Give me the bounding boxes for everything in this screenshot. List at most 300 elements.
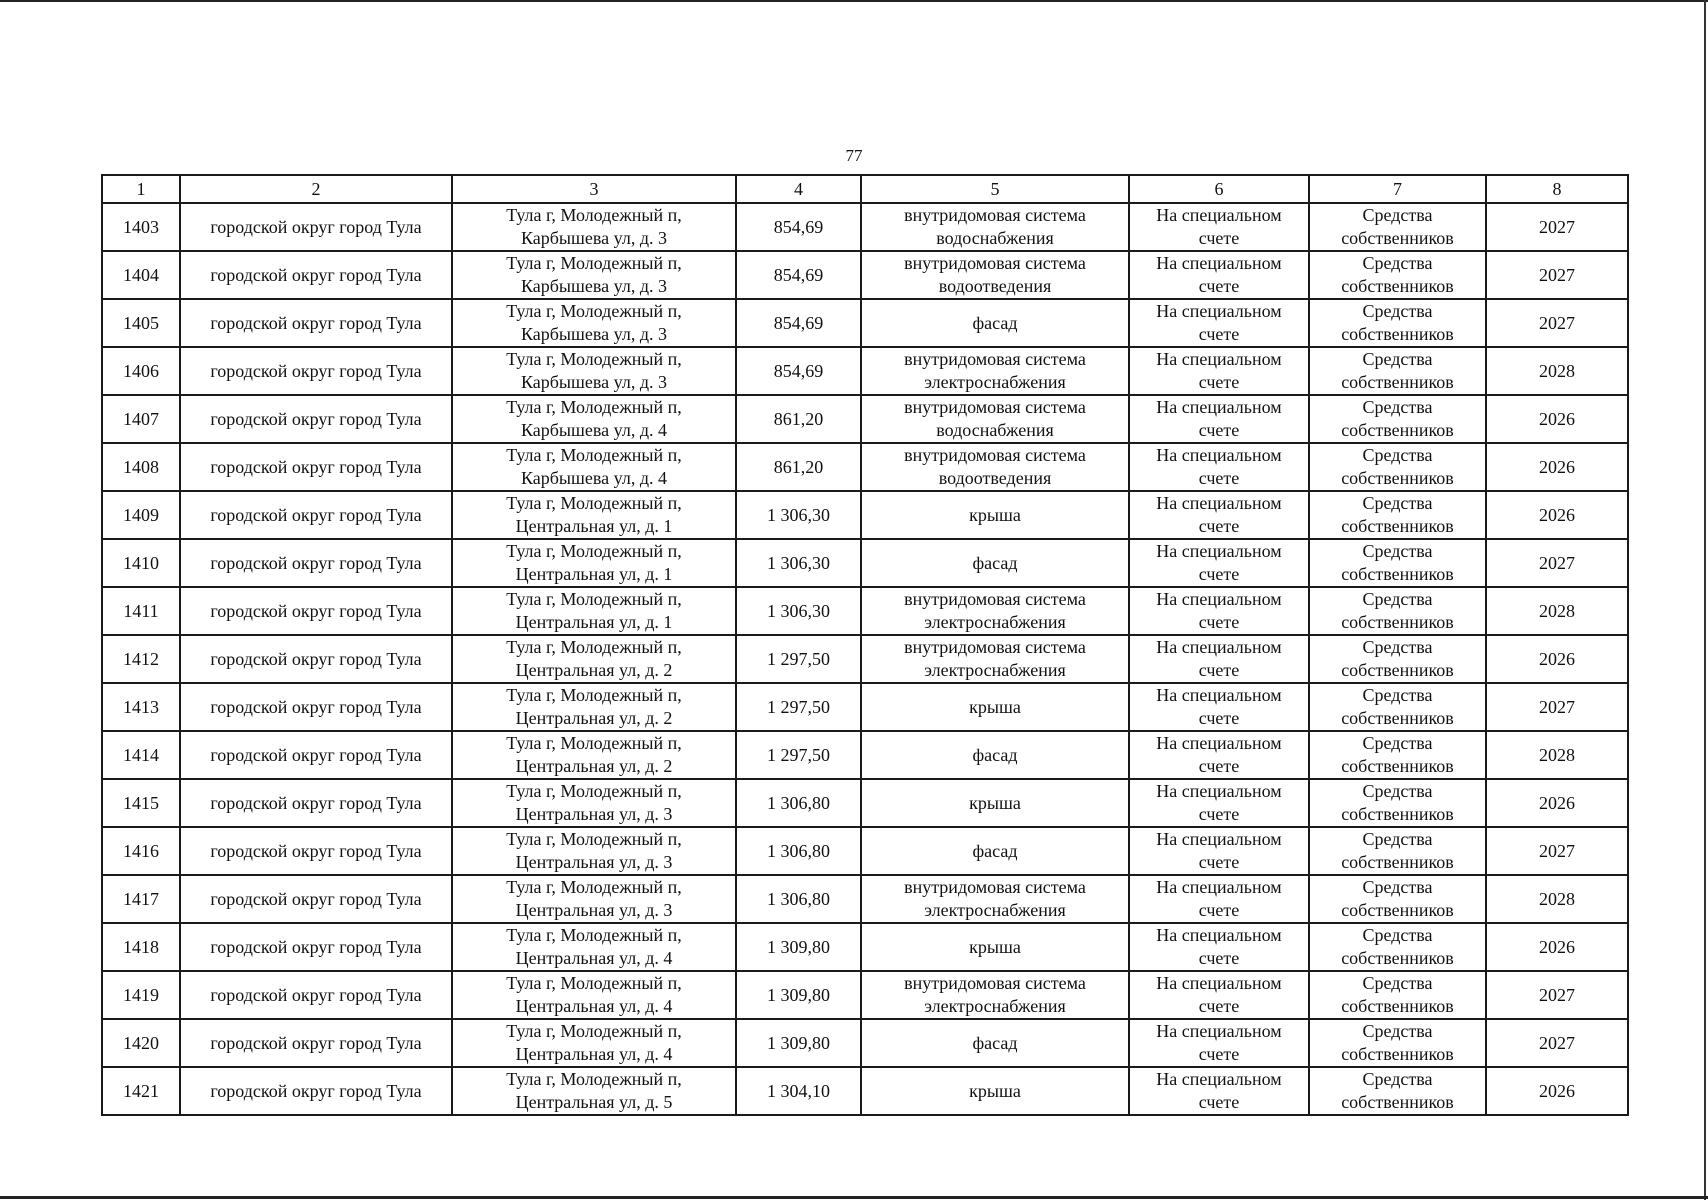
funding-cell bbox=[1309, 971, 1486, 1019]
funding-line-1: Средства bbox=[1362, 685, 1433, 705]
area-cell: 1 309,80 bbox=[736, 1019, 861, 1067]
funding-line-2: собственников bbox=[1341, 804, 1454, 824]
work-type-line-1: крыша bbox=[969, 504, 1021, 525]
account-cell bbox=[1129, 203, 1309, 251]
year-cell: 2027 bbox=[1486, 251, 1628, 299]
table-row bbox=[102, 971, 1628, 1019]
work-type-cell bbox=[861, 299, 1129, 347]
account-line-2: счете bbox=[1198, 660, 1240, 680]
year-cell: 2026 bbox=[1486, 443, 1628, 491]
work-type-line-1: фасад bbox=[972, 552, 1018, 573]
table-row bbox=[102, 251, 1628, 299]
address-line-2: Карбышева ул, д. 4 bbox=[521, 468, 667, 488]
funding-cell bbox=[1309, 443, 1486, 491]
municipality-cell: городской округ город Тула bbox=[180, 299, 452, 347]
funding-line-1: Средства bbox=[1362, 301, 1433, 321]
address-line-2: Центральная ул, д. 3 bbox=[515, 852, 673, 872]
address-cell bbox=[452, 491, 736, 539]
work-type-line-1: фасад bbox=[972, 744, 1018, 765]
funding-cell bbox=[1309, 539, 1486, 587]
address-line-2: Карбышева ул, д. 3 bbox=[521, 372, 667, 392]
account-line-1: На специальном bbox=[1156, 493, 1282, 513]
funding-line-1: Средства bbox=[1362, 397, 1433, 417]
account-line-1: На специальном bbox=[1156, 205, 1282, 225]
work-type-line-1: внутридомовая система bbox=[904, 877, 1086, 897]
year-cell: 2028 bbox=[1486, 347, 1628, 395]
address-cell bbox=[452, 683, 736, 731]
municipality-cell: городской округ город Тула bbox=[180, 443, 452, 491]
funding-line-1: Средства bbox=[1362, 253, 1433, 273]
address-line-1: Тула г, Молодежный п, bbox=[506, 445, 682, 465]
funding-cell bbox=[1309, 299, 1486, 347]
address-line-1: Тула г, Молодежный п, bbox=[506, 733, 682, 753]
account-line-1: На специальном bbox=[1156, 829, 1282, 849]
address-line-1: Тула г, Молодежный п, bbox=[506, 589, 682, 609]
year-cell: 2026 bbox=[1486, 395, 1628, 443]
account-line-1: На специальном bbox=[1156, 589, 1282, 609]
funding-line-1: Средства bbox=[1362, 877, 1433, 897]
funding-line-2: собственников bbox=[1341, 1092, 1454, 1112]
funding-line-2: собственников bbox=[1341, 948, 1454, 968]
address-line-1: Тула г, Молодежный п, bbox=[506, 1069, 682, 1089]
municipality-cell: городской округ город Тула bbox=[180, 491, 452, 539]
area-cell: 861,20 bbox=[736, 395, 861, 443]
work-type-line-2: электроснабжения bbox=[924, 612, 1066, 632]
row-number: 1413 bbox=[102, 683, 180, 731]
work-type-cell bbox=[861, 1019, 1129, 1067]
account-line-1: На специальном bbox=[1156, 877, 1282, 897]
funding-line-1: Средства bbox=[1362, 1021, 1433, 1041]
account-cell bbox=[1129, 395, 1309, 443]
area-cell: 1 306,80 bbox=[736, 875, 861, 923]
funding-line-2: собственников bbox=[1341, 564, 1454, 584]
address-line-2: Карбышева ул, д. 3 bbox=[521, 276, 667, 296]
address-line-1: Тула г, Молодежный п, bbox=[506, 205, 682, 225]
work-type-line-2: водоотведения bbox=[938, 276, 1052, 296]
funding-cell bbox=[1309, 251, 1486, 299]
funding-line-1: Средства bbox=[1362, 973, 1433, 993]
row-number: 1409 bbox=[102, 491, 180, 539]
funding-line-1: Средства bbox=[1362, 925, 1433, 945]
account-cell bbox=[1129, 971, 1309, 1019]
row-number: 1421 bbox=[102, 1067, 180, 1115]
work-type-cell bbox=[861, 491, 1129, 539]
column-header: 4 bbox=[736, 175, 861, 203]
address-cell bbox=[452, 827, 736, 875]
funding-line-2: собственников bbox=[1341, 660, 1454, 680]
account-cell bbox=[1129, 539, 1309, 587]
area-cell: 854,69 bbox=[736, 347, 861, 395]
municipality-cell: городской округ город Тула bbox=[180, 683, 452, 731]
account-line-2: счете bbox=[1198, 564, 1240, 584]
municipality-cell: городской округ город Тула bbox=[180, 395, 452, 443]
address-line-1: Тула г, Молодежный п, bbox=[506, 637, 682, 657]
area-cell: 1 297,50 bbox=[736, 635, 861, 683]
account-line-2: счете bbox=[1198, 756, 1240, 776]
row-number: 1403 bbox=[102, 203, 180, 251]
table-row bbox=[102, 299, 1628, 347]
address-line-2: Карбышева ул, д. 4 bbox=[521, 420, 667, 440]
address-line-2: Центральная ул, д. 4 bbox=[515, 996, 673, 1016]
table-row bbox=[102, 731, 1628, 779]
funding-cell bbox=[1309, 683, 1486, 731]
address-line-1: Тула г, Молодежный п, bbox=[506, 301, 682, 321]
work-type-cell bbox=[861, 635, 1129, 683]
municipality-cell: городской округ город Тула bbox=[180, 923, 452, 971]
account-line-2: счете bbox=[1198, 1092, 1240, 1112]
year-cell: 2026 bbox=[1486, 923, 1628, 971]
funding-line-2: собственников bbox=[1341, 516, 1454, 536]
area-cell: 1 306,80 bbox=[736, 827, 861, 875]
work-type-line-1: внутридомовая система bbox=[904, 589, 1086, 609]
repair-schedule-table bbox=[101, 174, 1629, 1116]
address-cell bbox=[452, 1019, 736, 1067]
address-line-2: Центральная ул, д. 3 bbox=[515, 804, 673, 824]
municipality-cell: городской округ город Тула bbox=[180, 875, 452, 923]
funding-line-2: собственников bbox=[1341, 708, 1454, 728]
funding-line-2: собственников bbox=[1341, 420, 1454, 440]
address-cell bbox=[452, 635, 736, 683]
account-line-1: На специальном bbox=[1156, 1069, 1282, 1089]
table-row bbox=[102, 683, 1628, 731]
account-line-2: счете bbox=[1198, 708, 1240, 728]
funding-cell bbox=[1309, 491, 1486, 539]
work-type-cell bbox=[861, 731, 1129, 779]
account-line-1: На специальном bbox=[1156, 253, 1282, 273]
funding-line-2: собственников bbox=[1341, 1044, 1454, 1064]
row-number: 1415 bbox=[102, 779, 180, 827]
address-cell bbox=[452, 395, 736, 443]
funding-line-2: собственников bbox=[1341, 756, 1454, 776]
address-line-2: Центральная ул, д. 3 bbox=[515, 900, 673, 920]
area-cell: 1 306,30 bbox=[736, 587, 861, 635]
column-header: 6 bbox=[1129, 175, 1309, 203]
row-number: 1414 bbox=[102, 731, 180, 779]
account-line-2: счете bbox=[1198, 516, 1240, 536]
year-cell: 2027 bbox=[1486, 971, 1628, 1019]
address-line-2: Центральная ул, д. 4 bbox=[515, 1044, 673, 1064]
work-type-line-1: фасад bbox=[972, 1032, 1018, 1053]
account-cell bbox=[1129, 683, 1309, 731]
funding-line-1: Средства bbox=[1362, 733, 1433, 753]
address-line-1: Тула г, Молодежный п, bbox=[506, 829, 682, 849]
area-cell: 1 306,30 bbox=[736, 491, 861, 539]
work-type-cell bbox=[861, 779, 1129, 827]
row-number: 1406 bbox=[102, 347, 180, 395]
year-cell: 2027 bbox=[1486, 683, 1628, 731]
address-line-2: Центральная ул, д. 1 bbox=[515, 612, 673, 632]
year-cell: 2027 bbox=[1486, 1019, 1628, 1067]
year-cell: 2026 bbox=[1486, 491, 1628, 539]
account-cell bbox=[1129, 731, 1309, 779]
year-cell: 2027 bbox=[1486, 827, 1628, 875]
work-type-line-1: фасад bbox=[972, 312, 1018, 333]
address-cell bbox=[452, 299, 736, 347]
address-line-2: Центральная ул, д. 1 bbox=[515, 516, 673, 536]
address-cell bbox=[452, 587, 736, 635]
account-line-1: На специальном bbox=[1156, 925, 1282, 945]
row-number: 1418 bbox=[102, 923, 180, 971]
municipality-cell: городской округ город Тула bbox=[180, 539, 452, 587]
account-line-1: На специальном bbox=[1156, 301, 1282, 321]
municipality-cell: городской округ город Тула bbox=[180, 347, 452, 395]
row-number: 1407 bbox=[102, 395, 180, 443]
funding-line-1: Средства bbox=[1362, 445, 1433, 465]
account-line-2: счете bbox=[1198, 324, 1240, 344]
work-type-line-1: внутридомовая система bbox=[904, 253, 1086, 273]
work-type-cell bbox=[861, 587, 1129, 635]
funding-line-2: собственников bbox=[1341, 900, 1454, 920]
row-number: 1405 bbox=[102, 299, 180, 347]
work-type-line-1: крыша bbox=[969, 792, 1021, 813]
year-cell: 2026 bbox=[1486, 1067, 1628, 1115]
work-type-line-1: внутридомовая система bbox=[904, 973, 1086, 993]
column-header: 2 bbox=[180, 175, 452, 203]
work-type-line-2: электроснабжения bbox=[924, 900, 1066, 920]
funding-line-2: собственников bbox=[1341, 228, 1454, 248]
address-line-2: Центральная ул, д. 4 bbox=[515, 948, 673, 968]
row-number: 1410 bbox=[102, 539, 180, 587]
municipality-cell: городской округ город Тула bbox=[180, 635, 452, 683]
address-line-1: Тула г, Молодежный п, bbox=[506, 685, 682, 705]
account-line-2: счете bbox=[1198, 420, 1240, 440]
funding-line-2: собственников bbox=[1341, 468, 1454, 488]
funding-line-2: собственников bbox=[1341, 852, 1454, 872]
row-number: 1419 bbox=[102, 971, 180, 1019]
table-row bbox=[102, 1067, 1628, 1115]
table-row bbox=[102, 827, 1628, 875]
funding-cell bbox=[1309, 347, 1486, 395]
account-line-2: счете bbox=[1198, 1044, 1240, 1064]
row-number: 1404 bbox=[102, 251, 180, 299]
address-cell bbox=[452, 923, 736, 971]
row-number: 1411 bbox=[102, 587, 180, 635]
work-type-line-2: водоснабжения bbox=[936, 420, 1054, 440]
column-number-header bbox=[102, 175, 1628, 203]
work-type-cell bbox=[861, 203, 1129, 251]
address-line-1: Тула г, Молодежный п, bbox=[506, 349, 682, 369]
work-type-cell bbox=[861, 683, 1129, 731]
account-cell bbox=[1129, 1067, 1309, 1115]
account-line-1: На специальном bbox=[1156, 1021, 1282, 1041]
page-edge-right bbox=[1704, 0, 1706, 1200]
municipality-cell: городской округ город Тула bbox=[180, 1019, 452, 1067]
account-line-1: На специальном bbox=[1156, 685, 1282, 705]
address-cell bbox=[452, 203, 736, 251]
funding-line-1: Средства bbox=[1362, 829, 1433, 849]
year-cell: 2027 bbox=[1486, 299, 1628, 347]
area-cell: 861,20 bbox=[736, 443, 861, 491]
year-cell: 2026 bbox=[1486, 779, 1628, 827]
row-number: 1412 bbox=[102, 635, 180, 683]
account-line-2: счете bbox=[1198, 612, 1240, 632]
address-line-2: Центральная ул, д. 2 bbox=[515, 660, 673, 680]
funding-line-1: Средства bbox=[1362, 637, 1433, 657]
work-type-cell bbox=[861, 443, 1129, 491]
table-row bbox=[102, 1019, 1628, 1067]
account-line-1: На специальном bbox=[1156, 973, 1282, 993]
account-cell bbox=[1129, 779, 1309, 827]
row-number: 1408 bbox=[102, 443, 180, 491]
address-line-1: Тула г, Молодежный п, bbox=[506, 1021, 682, 1041]
work-type-line-1: фасад bbox=[972, 840, 1018, 861]
funding-line-1: Средства bbox=[1362, 541, 1433, 561]
address-line-1: Тула г, Молодежный п, bbox=[506, 877, 682, 897]
work-type-cell bbox=[861, 251, 1129, 299]
address-cell bbox=[452, 347, 736, 395]
funding-cell bbox=[1309, 827, 1486, 875]
work-type-line-1: внутридомовая система bbox=[904, 205, 1086, 225]
work-type-line-1: крыша bbox=[969, 936, 1021, 957]
table-row bbox=[102, 923, 1628, 971]
work-type-line-2: электроснабжения bbox=[924, 660, 1066, 680]
account-line-1: На специальном bbox=[1156, 397, 1282, 417]
address-cell bbox=[452, 539, 736, 587]
municipality-cell: городской округ город Тула bbox=[180, 1067, 452, 1115]
funding-line-1: Средства bbox=[1362, 205, 1433, 225]
row-number: 1417 bbox=[102, 875, 180, 923]
address-line-1: Тула г, Молодежный п, bbox=[506, 541, 682, 561]
municipality-cell: городской округ город Тула bbox=[180, 587, 452, 635]
funding-line-2: собственников bbox=[1341, 276, 1454, 296]
table-row bbox=[102, 443, 1628, 491]
table-row bbox=[102, 491, 1628, 539]
address-cell bbox=[452, 731, 736, 779]
area-cell: 1 306,30 bbox=[736, 539, 861, 587]
area-cell: 1 297,50 bbox=[736, 731, 861, 779]
account-line-1: На специальном bbox=[1156, 781, 1282, 801]
address-cell bbox=[452, 443, 736, 491]
address-line-2: Центральная ул, д. 5 bbox=[515, 1092, 673, 1112]
funding-cell bbox=[1309, 587, 1486, 635]
table-row bbox=[102, 539, 1628, 587]
work-type-cell bbox=[861, 347, 1129, 395]
account-line-2: счете bbox=[1198, 852, 1240, 872]
column-header: 8 bbox=[1486, 175, 1628, 203]
address-cell bbox=[452, 779, 736, 827]
table-row bbox=[102, 587, 1628, 635]
account-cell bbox=[1129, 827, 1309, 875]
address-line-1: Тула г, Молодежный п, bbox=[506, 493, 682, 513]
table-row bbox=[102, 875, 1628, 923]
address-line-2: Карбышева ул, д. 3 bbox=[521, 228, 667, 248]
work-type-line-2: электроснабжения bbox=[924, 996, 1066, 1016]
account-line-1: На специальном bbox=[1156, 349, 1282, 369]
account-cell bbox=[1129, 443, 1309, 491]
funding-cell bbox=[1309, 779, 1486, 827]
column-header: 7 bbox=[1309, 175, 1486, 203]
funding-line-2: собственников bbox=[1341, 324, 1454, 344]
work-type-line-2: водоснабжения bbox=[936, 228, 1054, 248]
account-line-2: счете bbox=[1198, 948, 1240, 968]
account-line-2: счете bbox=[1198, 468, 1240, 488]
municipality-cell: городской округ город Тула bbox=[180, 827, 452, 875]
area-cell: 854,69 bbox=[736, 203, 861, 251]
work-type-cell bbox=[861, 1067, 1129, 1115]
area-cell: 1 309,80 bbox=[736, 923, 861, 971]
account-line-2: счете bbox=[1198, 372, 1240, 392]
work-type-line-1: внутридомовая система bbox=[904, 349, 1086, 369]
account-line-2: счете bbox=[1198, 276, 1240, 296]
area-cell: 1 304,10 bbox=[736, 1067, 861, 1115]
municipality-cell: городской округ город Тула bbox=[180, 731, 452, 779]
year-cell: 2028 bbox=[1486, 731, 1628, 779]
account-line-1: На специальном bbox=[1156, 733, 1282, 753]
area-cell: 1 297,50 bbox=[736, 683, 861, 731]
table-row bbox=[102, 347, 1628, 395]
work-type-line-1: внутридомовая система bbox=[904, 637, 1086, 657]
funding-line-1: Средства bbox=[1362, 1069, 1433, 1089]
table-row bbox=[102, 395, 1628, 443]
municipality-cell: городской округ город Тула bbox=[180, 203, 452, 251]
funding-cell bbox=[1309, 923, 1486, 971]
account-line-2: счете bbox=[1198, 228, 1240, 248]
account-cell bbox=[1129, 299, 1309, 347]
address-cell bbox=[452, 875, 736, 923]
column-header: 3 bbox=[452, 175, 736, 203]
funding-cell bbox=[1309, 1067, 1486, 1115]
work-type-line-1: крыша bbox=[969, 696, 1021, 717]
year-cell: 2027 bbox=[1486, 539, 1628, 587]
funding-line-1: Средства bbox=[1362, 589, 1433, 609]
year-cell: 2028 bbox=[1486, 587, 1628, 635]
work-type-cell bbox=[861, 971, 1129, 1019]
work-type-cell bbox=[861, 875, 1129, 923]
account-line-1: На специальном bbox=[1156, 541, 1282, 561]
address-line-1: Тула г, Молодежный п, bbox=[506, 253, 682, 273]
table-row bbox=[102, 203, 1628, 251]
account-line-2: счете bbox=[1198, 900, 1240, 920]
address-cell bbox=[452, 971, 736, 1019]
account-cell bbox=[1129, 635, 1309, 683]
funding-line-2: собственников bbox=[1341, 612, 1454, 632]
address-line-2: Центральная ул, д. 1 bbox=[515, 564, 673, 584]
funding-line-1: Средства bbox=[1362, 781, 1433, 801]
account-cell bbox=[1129, 347, 1309, 395]
work-type-cell bbox=[861, 539, 1129, 587]
account-cell bbox=[1129, 491, 1309, 539]
column-header: 1 bbox=[102, 175, 180, 203]
area-cell: 854,69 bbox=[736, 251, 861, 299]
municipality-cell: городской округ город Тула bbox=[180, 251, 452, 299]
address-cell bbox=[452, 1067, 736, 1115]
account-cell bbox=[1129, 923, 1309, 971]
account-cell bbox=[1129, 875, 1309, 923]
year-cell: 2027 bbox=[1486, 203, 1628, 251]
page-number: 77 bbox=[845, 146, 863, 165]
year-cell: 2026 bbox=[1486, 635, 1628, 683]
work-type-line-2: электроснабжения bbox=[924, 372, 1066, 392]
account-cell bbox=[1129, 251, 1309, 299]
address-line-1: Тула г, Молодежный п, bbox=[506, 925, 682, 945]
funding-cell bbox=[1309, 635, 1486, 683]
area-cell: 854,69 bbox=[736, 299, 861, 347]
work-type-line-1: внутридомовая система bbox=[904, 445, 1086, 465]
account-line-2: счете bbox=[1198, 804, 1240, 824]
account-line-1: На специальном bbox=[1156, 637, 1282, 657]
address-line-2: Карбышева ул, д. 3 bbox=[521, 324, 667, 344]
municipality-cell: городской округ город Тула bbox=[180, 971, 452, 1019]
funding-cell bbox=[1309, 1019, 1486, 1067]
municipality-cell: городской округ город Тула bbox=[180, 779, 452, 827]
funding-line-2: собственников bbox=[1341, 372, 1454, 392]
work-type-cell bbox=[861, 395, 1129, 443]
work-type-cell bbox=[861, 923, 1129, 971]
address-line-1: Тула г, Молодежный п, bbox=[506, 397, 682, 417]
account-line-1: На специальном bbox=[1156, 445, 1282, 465]
work-type-line-1: крыша bbox=[969, 1080, 1021, 1101]
funding-cell bbox=[1309, 395, 1486, 443]
